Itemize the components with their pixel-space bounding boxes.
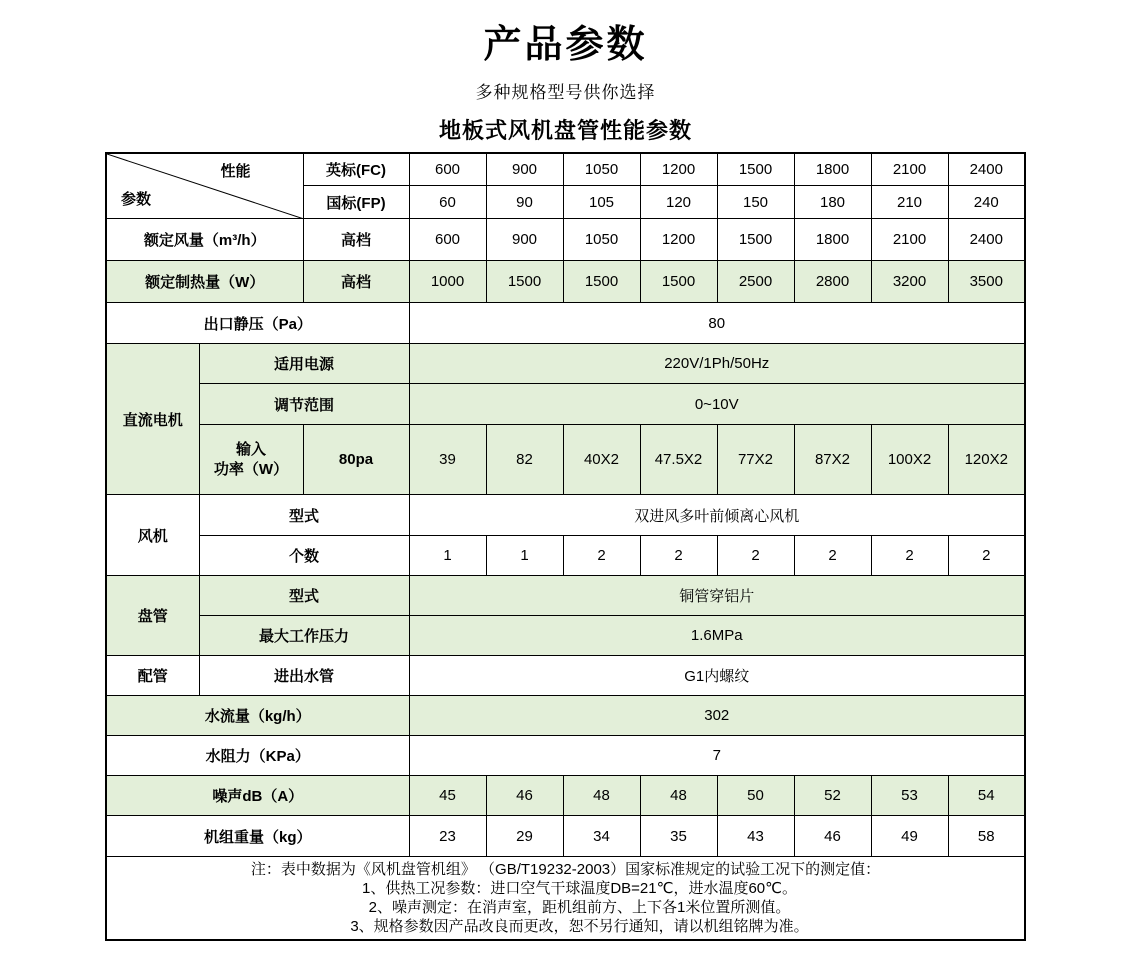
row-fan-type bbox=[106, 495, 1025, 536]
value-cell: 90 bbox=[486, 186, 563, 219]
value-cell: 105 bbox=[563, 186, 640, 219]
value-cell: 2 bbox=[640, 536, 717, 576]
value-cell: 3200 bbox=[871, 261, 948, 303]
value-cell: 2500 bbox=[717, 261, 794, 303]
value-cell: 1800 bbox=[794, 219, 871, 261]
value-cell: 900 bbox=[486, 153, 563, 186]
table-title: 地板式风机盘管性能参数 bbox=[438, 117, 692, 143]
weight-label: 机组重量（kg） bbox=[106, 816, 409, 857]
row-notes bbox=[106, 857, 1025, 940]
fan-type-label: 型式 bbox=[199, 495, 409, 536]
value-cell: 1000 bbox=[409, 261, 486, 303]
value-cell: 2400 bbox=[948, 153, 1025, 186]
coil-max-pressure-value: 1.6MPa bbox=[409, 616, 1025, 656]
page-title: 产品参数 bbox=[483, 24, 648, 66]
value-cell: 39 bbox=[409, 425, 486, 495]
value-cell: 2 bbox=[871, 536, 948, 576]
power-supply-value: 220V/1Ph/50Hz bbox=[409, 344, 1025, 384]
heating-gear-label: 高档 bbox=[303, 261, 409, 303]
value-cell: 3500 bbox=[948, 261, 1025, 303]
note-item: 3、规格参数因产品改良而更改，恕不另行通知，请以机组铭牌为准。 bbox=[350, 918, 809, 936]
outlet-pressure-value: 80 bbox=[409, 303, 1025, 344]
adjust-range-value: 0~10V bbox=[409, 384, 1025, 425]
heating-label: 额定制热量（W） bbox=[106, 261, 303, 303]
row-water-flow bbox=[106, 696, 1025, 736]
value-cell: 2 bbox=[948, 536, 1025, 576]
row-heating bbox=[106, 261, 1025, 303]
coil-type-label: 型式 bbox=[199, 576, 409, 616]
row-noise bbox=[106, 776, 1025, 816]
row-fan-count bbox=[106, 536, 1025, 576]
diagonal-header-cell bbox=[106, 153, 303, 219]
cn-standard-label: 国标(FP) bbox=[303, 186, 409, 219]
value-cell: 2100 bbox=[871, 153, 948, 186]
input-power-label-line1: 输入 bbox=[235, 440, 266, 458]
fan-group-label: 风机 bbox=[106, 495, 199, 576]
value-cell: 1 bbox=[486, 536, 563, 576]
value-cell: 58 bbox=[948, 816, 1025, 857]
note-intro: 注：表中数据为《风机盘管机组》 （GB/T19232-2003）国家标准规定的试验工况下的测定值： bbox=[250, 861, 881, 879]
value-cell: 2 bbox=[794, 536, 871, 576]
value-cell: 2100 bbox=[871, 219, 948, 261]
value-cell: 900 bbox=[486, 219, 563, 261]
value-cell: 1500 bbox=[717, 219, 794, 261]
value-cell: 1200 bbox=[640, 153, 717, 186]
row-power-supply bbox=[106, 344, 1025, 384]
value-cell: 240 bbox=[948, 186, 1025, 219]
value-cell: 29 bbox=[486, 816, 563, 857]
value-cell: 120 bbox=[640, 186, 717, 219]
value-cell: 48 bbox=[563, 776, 640, 816]
value-cell: 150 bbox=[717, 186, 794, 219]
value-cell: 45 bbox=[409, 776, 486, 816]
row-coil-pressure bbox=[106, 616, 1025, 656]
input-power-label bbox=[199, 425, 303, 495]
airflow-gear-label: 高档 bbox=[303, 219, 409, 261]
value-cell: 60 bbox=[409, 186, 486, 219]
value-cell: 77X2 bbox=[717, 425, 794, 495]
coil-type-value: 铜管穿铝片 bbox=[409, 576, 1025, 616]
value-cell: 2400 bbox=[948, 219, 1025, 261]
piping-value: G1内螺纹 bbox=[409, 656, 1025, 696]
row-coil-type bbox=[106, 576, 1025, 616]
value-cell: 54 bbox=[948, 776, 1025, 816]
value-cell: 47.5X2 bbox=[640, 425, 717, 495]
value-cell: 49 bbox=[871, 816, 948, 857]
value-cell: 23 bbox=[409, 816, 486, 857]
notes-cell bbox=[106, 857, 1025, 940]
value-cell: 2 bbox=[717, 536, 794, 576]
row-weight bbox=[106, 816, 1025, 857]
value-cell: 48 bbox=[640, 776, 717, 816]
uk-standard-label: 英标(FC) bbox=[303, 153, 409, 186]
water-resistance-value: 7 bbox=[409, 736, 1025, 776]
dc-motor-group-label: 直流电机 bbox=[106, 344, 199, 495]
row-water-resistance bbox=[106, 736, 1025, 776]
header-row-fc bbox=[106, 153, 1025, 186]
value-cell: 82 bbox=[486, 425, 563, 495]
value-cell: 1800 bbox=[794, 153, 871, 186]
input-power-condition: 80pa bbox=[303, 425, 409, 495]
corner-label-parameter: 参数 bbox=[121, 191, 152, 209]
value-cell: 52 bbox=[794, 776, 871, 816]
value-cell: 180 bbox=[794, 186, 871, 219]
value-cell: 1050 bbox=[563, 219, 640, 261]
row-airflow bbox=[106, 219, 1025, 261]
fan-type-value: 双进风多叶前倾离心风机 bbox=[409, 495, 1025, 536]
row-adjust-range bbox=[106, 384, 1025, 425]
row-input-power bbox=[106, 425, 1025, 495]
fan-count-label: 个数 bbox=[199, 536, 409, 576]
value-cell: 1050 bbox=[563, 153, 640, 186]
adjust-range-label: 调节范围 bbox=[199, 384, 409, 425]
value-cell: 1500 bbox=[717, 153, 794, 186]
value-cell: 600 bbox=[409, 153, 486, 186]
outlet-pressure-label: 出口静压（Pa） bbox=[106, 303, 409, 344]
value-cell: 600 bbox=[409, 219, 486, 261]
piping-label: 进出水管 bbox=[199, 656, 409, 696]
value-cell: 100X2 bbox=[871, 425, 948, 495]
note-item: 2、噪声测定：在消声室，距机组前方、上下各1米位置所测值。 bbox=[368, 899, 791, 917]
airflow-label: 额定风量（m³/h） bbox=[106, 219, 303, 261]
page-subtitle: 多种规格型号供你选择 bbox=[475, 82, 656, 102]
value-cell: 43 bbox=[717, 816, 794, 857]
noise-label: 噪声dB（A） bbox=[106, 776, 409, 816]
row-outlet-pressure bbox=[106, 303, 1025, 344]
piping-group-label: 配管 bbox=[106, 656, 199, 696]
corner-label-performance: 性能 bbox=[220, 162, 251, 180]
value-cell: 46 bbox=[794, 816, 871, 857]
value-cell: 2 bbox=[563, 536, 640, 576]
value-cell: 87X2 bbox=[794, 425, 871, 495]
power-supply-label: 适用电源 bbox=[199, 344, 409, 384]
spec-table bbox=[105, 152, 1026, 941]
value-cell: 34 bbox=[563, 816, 640, 857]
value-cell: 210 bbox=[871, 186, 948, 219]
value-cell: 120X2 bbox=[948, 425, 1025, 495]
value-cell: 1500 bbox=[640, 261, 717, 303]
value-cell: 50 bbox=[717, 776, 794, 816]
value-cell: 53 bbox=[871, 776, 948, 816]
water-flow-label: 水流量（kg/h） bbox=[106, 696, 409, 736]
value-cell: 40X2 bbox=[563, 425, 640, 495]
value-cell: 1500 bbox=[563, 261, 640, 303]
value-cell: 35 bbox=[640, 816, 717, 857]
row-piping bbox=[106, 656, 1025, 696]
coil-group-label: 盘管 bbox=[106, 576, 199, 656]
water-resistance-label: 水阻力（KPa） bbox=[106, 736, 409, 776]
note-item: 1、供热工况参数：进口空气干球温度DB=21℃，进水温度60℃。 bbox=[361, 880, 797, 898]
value-cell: 1200 bbox=[640, 219, 717, 261]
value-cell: 1 bbox=[409, 536, 486, 576]
value-cell: 46 bbox=[486, 776, 563, 816]
water-flow-value: 302 bbox=[409, 696, 1025, 736]
value-cell: 1500 bbox=[486, 261, 563, 303]
coil-max-pressure-label: 最大工作压力 bbox=[199, 616, 409, 656]
input-power-label-line2: 功率（W） bbox=[213, 460, 289, 478]
value-cell: 2800 bbox=[794, 261, 871, 303]
